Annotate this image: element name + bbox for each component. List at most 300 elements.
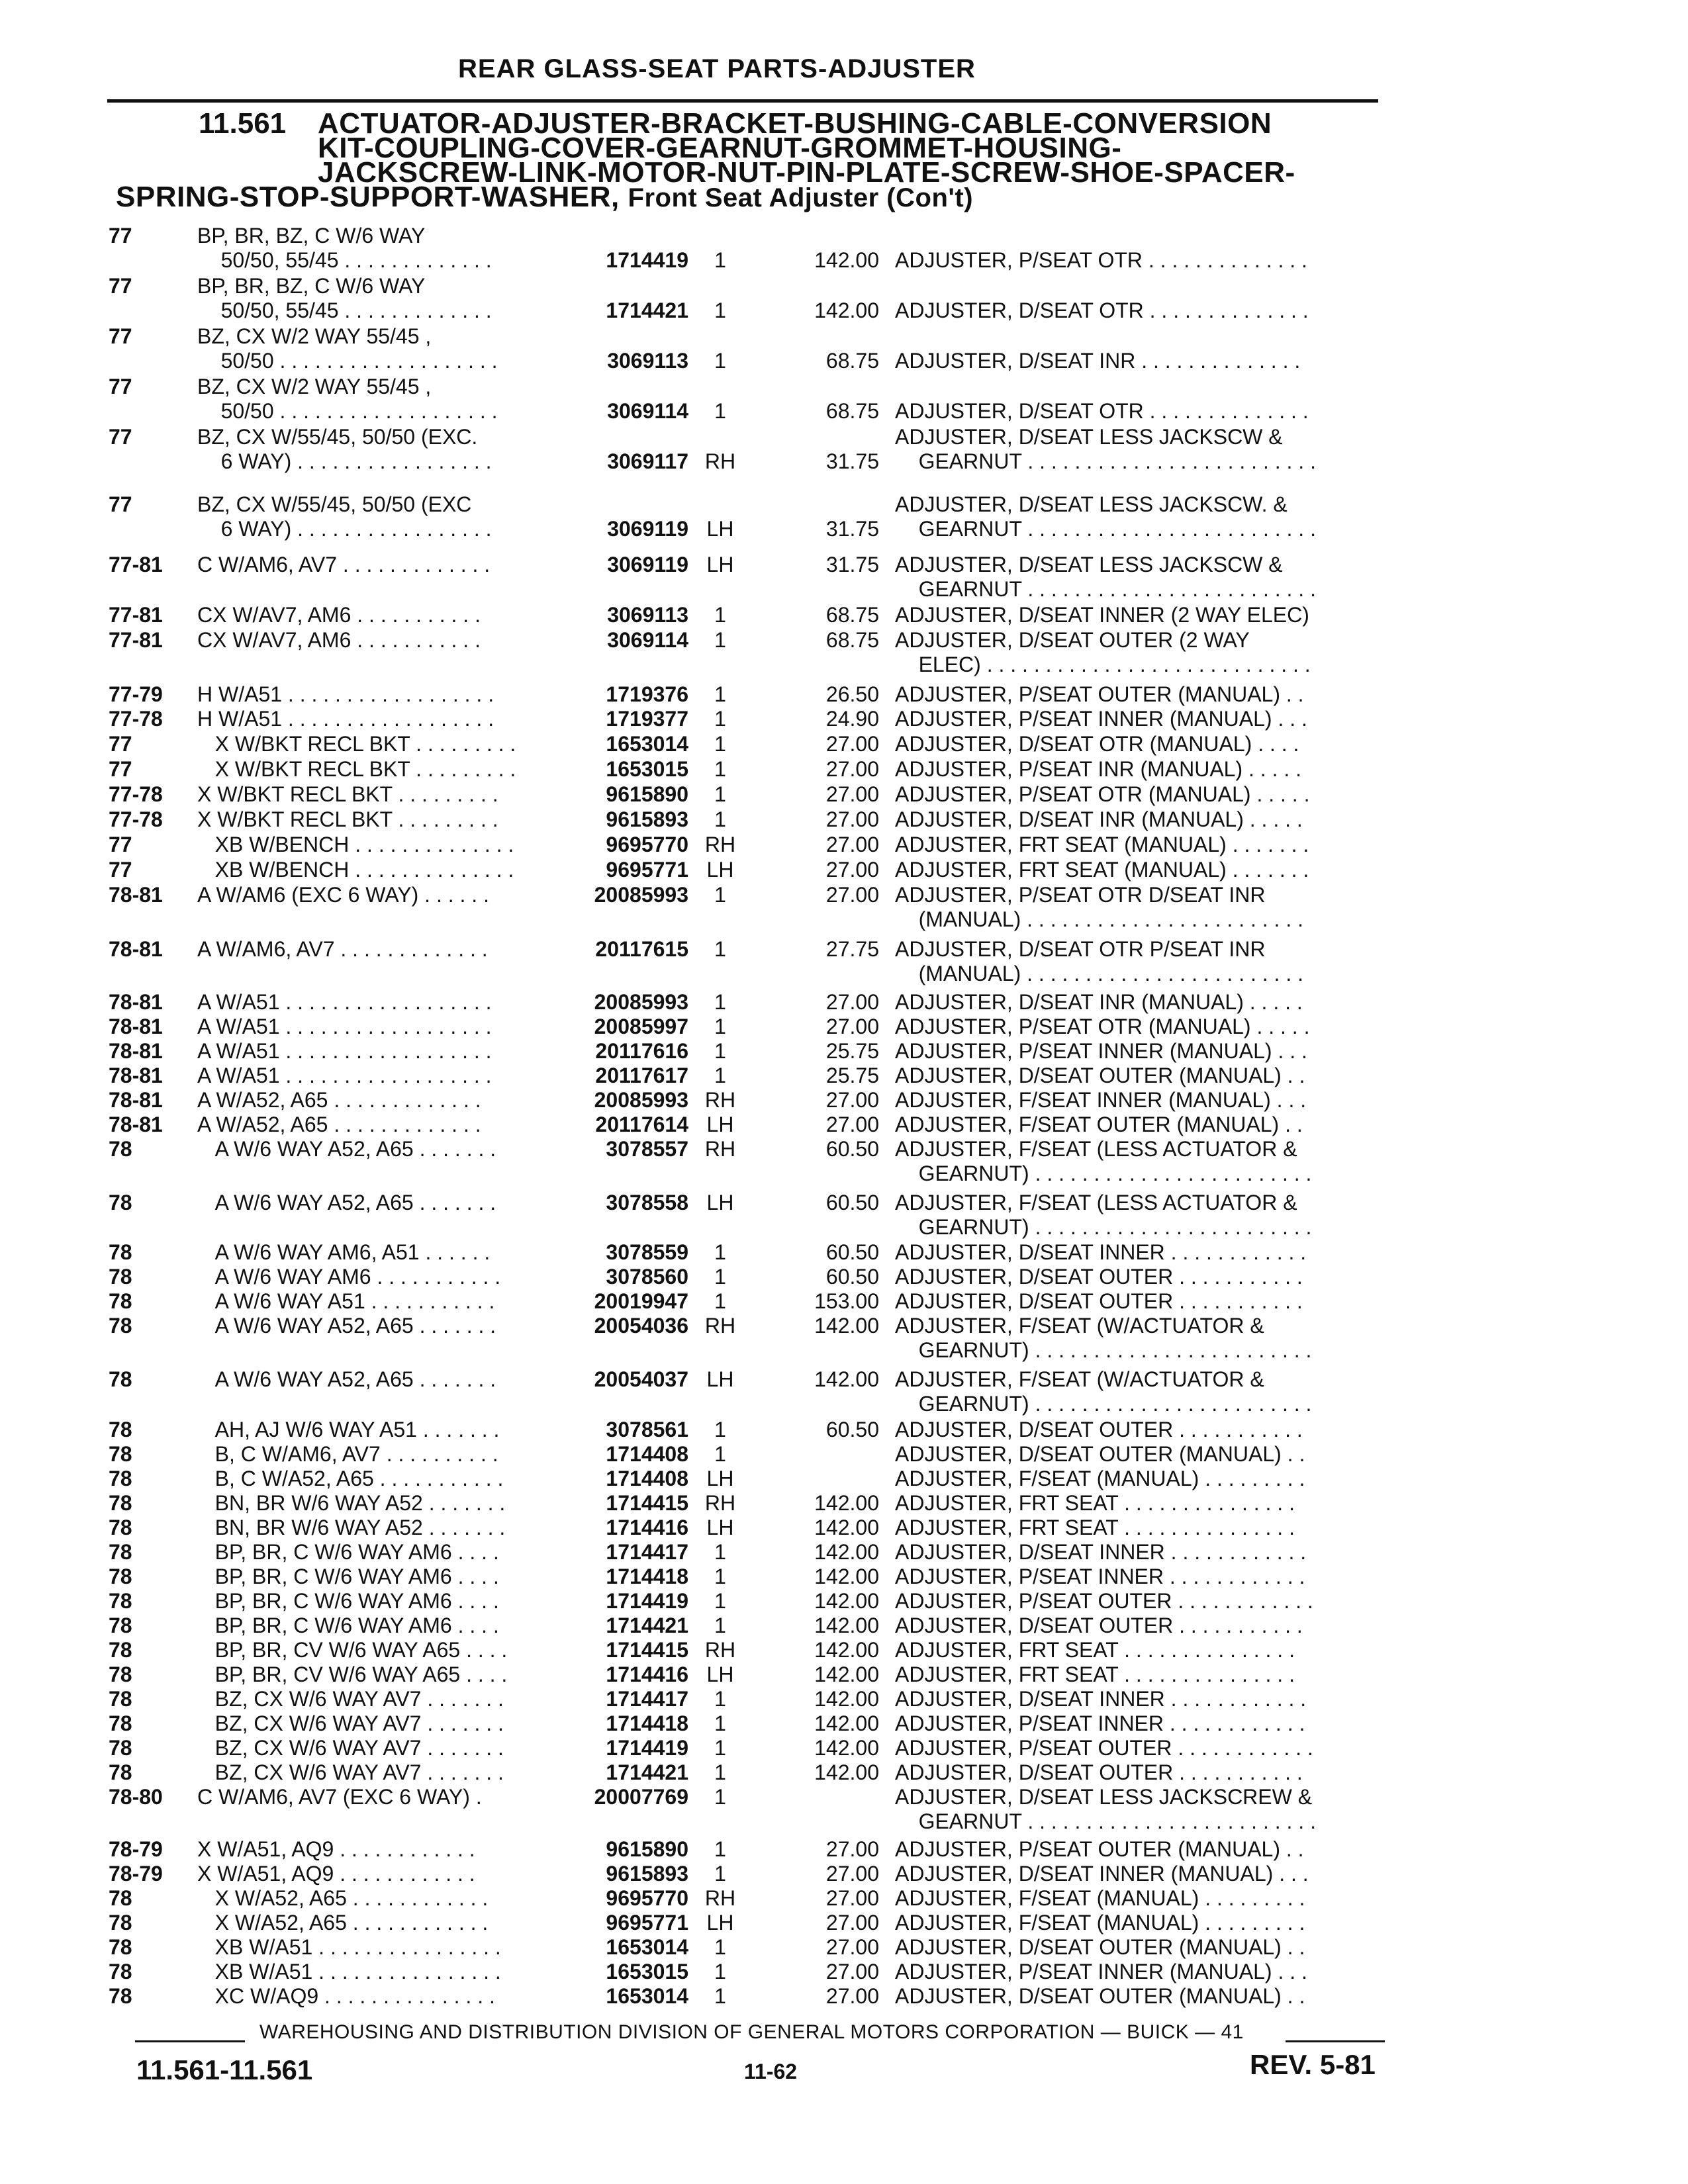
- row-quantity: 1: [714, 1760, 726, 1784]
- row-price: 31.75: [825, 553, 879, 576]
- row-part-number: 9695770: [606, 833, 688, 856]
- row-model: BN, BR W/6 WAY A52 . . . . . . .: [197, 1516, 506, 1539]
- row-year: 78: [109, 1540, 132, 1564]
- row-quantity: 1: [714, 1736, 726, 1760]
- row-model: A W/A51 . . . . . . . . . . . . . . . . . .: [197, 1064, 492, 1087]
- row-model: A W/6 WAY AM6 . . . . . . . . . . .: [197, 1265, 501, 1289]
- row-description: ADJUSTER, F/SEAT INNER (MANUAL) . . .: [895, 1088, 1307, 1112]
- row-model: XC W/AQ9 . . . . . . . . . . . . . . .: [197, 1984, 495, 2008]
- row-description: ADJUSTER, D/SEAT OUTER (MANUAL) . .: [895, 1984, 1305, 2008]
- row-quantity: 1: [714, 1442, 726, 1466]
- row-model: A W/6 WAY A51 . . . . . . . . . . .: [197, 1289, 495, 1313]
- section-subtitle: Front Seat Adjuster (Con't): [628, 183, 974, 212]
- row-year: 78-81: [109, 1113, 163, 1136]
- row-part-number: 3069113: [607, 603, 688, 627]
- row-part-number: 1719376: [606, 682, 688, 706]
- row-model: H W/A51 . . . . . . . . . . . . . . . . . .: [197, 707, 494, 731]
- row-price: 27.00: [825, 883, 879, 907]
- row-quantity: 1: [714, 349, 726, 373]
- row-description: ADJUSTER, P/SEAT OUTER (MANUAL) . .: [895, 682, 1304, 706]
- row-description: ADJUSTER, F/SEAT (W/ACTUATOR & GEARNUT) . . . . . . . . . . . . . . . . . . . . . . . .: [895, 1367, 1312, 1416]
- row-price: 24.90: [825, 707, 879, 731]
- row-description: ADJUSTER, F/SEAT (MANUAL) . . . . . . . . .: [895, 1467, 1305, 1490]
- row-price: 60.50: [825, 1418, 879, 1441]
- row-price: 142.00: [814, 1662, 879, 1686]
- row-part-number: 1719377: [606, 707, 688, 731]
- row-year: 78: [109, 1565, 132, 1588]
- row-description: ADJUSTER, D/SEAT INNER (MANUAL) . . .: [895, 1862, 1309, 1886]
- row-quantity: RH: [704, 1638, 736, 1662]
- row-part-number: 20117615: [595, 937, 688, 961]
- row-quantity: 1: [714, 603, 726, 627]
- row-model: BZ, CX W/55/45, 50/50 (EXC 6 WAY) . . . . . . . . . . . . . . . . .: [197, 492, 492, 541]
- row-part-number: 1714415: [606, 1491, 688, 1515]
- row-description: ADJUSTER, F/SEAT (MANUAL) . . . . . . . . .: [895, 1886, 1305, 1910]
- row-year: 78: [109, 1614, 132, 1637]
- row-price: 60.50: [825, 1265, 879, 1289]
- row-part-number: 1714419: [606, 248, 688, 272]
- row-quantity: RH: [704, 449, 736, 473]
- row-model: XB W/A51 . . . . . . . . . . . . . . . .: [197, 1960, 501, 1983]
- row-part-number: 1714416: [606, 1516, 688, 1539]
- row-description: ADJUSTER, D/SEAT INNER . . . . . . . . . . . .: [895, 1540, 1307, 1564]
- row-quantity: 1: [714, 883, 726, 907]
- row-quantity: 1: [714, 1984, 726, 2008]
- row-price: 142.00: [814, 1638, 879, 1662]
- row-description: ADJUSTER, FRT SEAT . . . . . . . . . . . . . . .: [895, 1516, 1295, 1539]
- row-description: ADJUSTER, P/SEAT INNER . . . . . . . . . . . .: [895, 1565, 1305, 1588]
- row-year: 78-81: [109, 883, 163, 907]
- row-part-number: 20085993: [594, 883, 688, 907]
- row-description: ADJUSTER, D/SEAT LESS JACKSCW & GEARNUT . . . . . . . . . . . . . . . . . . . . . . . . .: [895, 425, 1316, 473]
- row-model: X W/A52, A65 . . . . . . . . . . . .: [197, 1886, 489, 1910]
- row-year: 77: [109, 274, 132, 298]
- row-part-number: 3069114: [607, 399, 688, 423]
- row-part-number: 1653014: [606, 1935, 688, 1959]
- row-price: 27.75: [825, 937, 879, 961]
- row-model: X W/A52, A65 . . . . . . . . . . . .: [197, 1911, 489, 1934]
- row-description: ADJUSTER, D/SEAT INR . . . . . . . . . . . . . .: [895, 349, 1301, 373]
- section-title-line-4-text: SPRING-STOP-SUPPORT-WASHER,: [116, 181, 620, 213]
- row-quantity: 1: [714, 1265, 726, 1289]
- row-price: 142.00: [814, 1314, 879, 1338]
- row-price: 27.00: [825, 858, 879, 882]
- footer-right-rule: [1286, 2040, 1385, 2042]
- row-year: 77-81: [109, 553, 163, 576]
- row-price: 142.00: [814, 1565, 879, 1588]
- row-description: ADJUSTER, D/SEAT INNER . . . . . . . . . . . .: [895, 1240, 1307, 1264]
- row-price: 68.75: [825, 628, 879, 652]
- row-part-number: 9615890: [606, 1837, 688, 1861]
- row-model: BZ, CX W/6 WAY AV7 . . . . . . .: [197, 1687, 504, 1711]
- row-description: ADJUSTER, F/SEAT (LESS ACTUATOR & GEARNUT) . . . . . . . . . . . . . . . . . . . . . . . .: [895, 1137, 1312, 1185]
- row-year: 78: [109, 1960, 132, 1983]
- row-model: BN, BR W/6 WAY A52 . . . . . . .: [197, 1491, 506, 1515]
- row-price: 31.75: [825, 449, 879, 473]
- row-year: 78: [109, 1638, 132, 1662]
- row-price: 142.00: [814, 1760, 879, 1784]
- row-quantity: LH: [706, 553, 734, 576]
- row-year: 78: [109, 1711, 132, 1735]
- row-model: X W/BKT RECL BKT . . . . . . . . .: [197, 732, 516, 756]
- row-part-number: 1714421: [606, 298, 688, 322]
- row-model: BP, BR, C W/6 WAY AM6 . . . .: [197, 1540, 499, 1564]
- row-price: 27.00: [825, 1911, 879, 1934]
- row-price: 27.00: [825, 1960, 879, 1983]
- row-price: 27.00: [825, 1837, 879, 1861]
- row-quantity: 1: [714, 399, 726, 423]
- row-model: A W/A51 . . . . . . . . . . . . . . . . . .: [197, 1015, 492, 1038]
- row-price: 60.50: [825, 1191, 879, 1214]
- row-quantity: 1: [714, 782, 726, 806]
- row-year: 77: [109, 425, 132, 449]
- row-price: 68.75: [825, 399, 879, 423]
- row-model: C W/AM6, AV7 (EXC 6 WAY) .: [197, 1785, 482, 1809]
- row-price: 142.00: [814, 1367, 879, 1391]
- row-year: 77: [109, 224, 132, 248]
- row-year: 78: [109, 1935, 132, 1959]
- row-year: 77: [109, 375, 132, 398]
- row-quantity: LH: [706, 517, 734, 541]
- row-model: BZ, CX W/6 WAY AV7 . . . . . . .: [197, 1736, 504, 1760]
- section-title-line-2: KIT-COUPLING-COVER-GEARNUT-GROMMET-HOUSING-: [318, 132, 1122, 164]
- row-quantity: 1: [714, 1015, 726, 1038]
- row-quantity: LH: [706, 1662, 734, 1686]
- row-year: 78: [109, 1314, 132, 1338]
- row-description: ADJUSTER, F/SEAT (LESS ACTUATOR & GEARNUT) . . . . . . . . . . . . . . . . . . . . . . . .: [895, 1191, 1312, 1239]
- row-part-number: 1653014: [606, 732, 688, 756]
- row-year: 78: [109, 1289, 132, 1313]
- row-year: 78-81: [109, 1039, 163, 1063]
- row-model: BZ, CX W/55/45, 50/50 (EXC. 6 WAY) . . . . . . . . . . . . . . . . .: [197, 425, 492, 473]
- row-model: BP, BR, CV W/6 WAY A65 . . . .: [197, 1662, 508, 1686]
- row-quantity: 1: [714, 732, 726, 756]
- row-quantity: LH: [706, 1467, 734, 1490]
- row-quantity: 1: [714, 1289, 726, 1313]
- row-quantity: 1: [714, 1837, 726, 1861]
- row-model: A W/6 WAY A52, A65 . . . . . . .: [197, 1191, 496, 1214]
- row-model: CX W/AV7, AM6 . . . . . . . . . . .: [197, 628, 481, 652]
- row-model: A W/6 WAY A52, A65 . . . . . . .: [197, 1367, 496, 1391]
- row-year: 78: [109, 1265, 132, 1289]
- row-year: 77: [109, 492, 132, 516]
- page-title: REAR GLASS-SEAT PARTS-ADJUSTER: [458, 54, 976, 83]
- row-quantity: 1: [714, 248, 726, 272]
- row-price: 27.00: [825, 807, 879, 831]
- row-price: 153.00: [814, 1289, 879, 1313]
- row-quantity: 1: [714, 937, 726, 961]
- row-description: ADJUSTER, D/SEAT INNER . . . . . . . . . . . .: [895, 1687, 1307, 1711]
- row-quantity: 1: [714, 1785, 726, 1809]
- footer-revision: REV. 5-81: [1250, 2049, 1376, 2080]
- row-quantity: 1: [714, 1960, 726, 1983]
- row-description: ADJUSTER, D/SEAT OTR P/SEAT INR (MANUAL) . . . . . . . . . . . . . . . . . . . . . . . .: [895, 937, 1303, 985]
- row-part-number: 3069117: [607, 449, 688, 473]
- row-part-number: 3078557: [606, 1137, 688, 1161]
- row-model: A W/AM6, AV7 . . . . . . . . . . . . .: [197, 937, 488, 961]
- row-description: ADJUSTER, P/SEAT OTR . . . . . . . . . . . . . .: [895, 248, 1307, 272]
- row-quantity: 1: [714, 1540, 726, 1564]
- row-price: 68.75: [825, 603, 879, 627]
- row-model: X W/A51, AQ9 . . . . . . . . . . . .: [197, 1862, 475, 1886]
- row-description: ADJUSTER, P/SEAT OUTER (MANUAL) . .: [895, 1837, 1304, 1861]
- row-price: 27.00: [825, 1886, 879, 1910]
- row-description: ADJUSTER, D/SEAT OUTER . . . . . . . . . . .: [895, 1614, 1303, 1637]
- row-quantity: 1: [714, 1565, 726, 1588]
- row-year: 77-81: [109, 603, 163, 627]
- row-year: 77: [109, 833, 132, 856]
- row-model: BZ, CX W/6 WAY AV7 . . . . . . .: [197, 1711, 504, 1735]
- row-part-number: 1653015: [606, 1960, 688, 1983]
- row-part-number: 1714419: [606, 1589, 688, 1613]
- row-quantity: LH: [706, 1367, 734, 1391]
- row-description: ADJUSTER, D/SEAT LESS JACKSCW. & GEARNUT . . . . . . . . . . . . . . . . . . . . . . . . .: [895, 492, 1316, 541]
- row-model: BP, BR, C W/6 WAY AM6 . . . .: [197, 1565, 499, 1588]
- row-quantity: RH: [704, 1137, 736, 1161]
- row-description: ADJUSTER, D/SEAT OUTER . . . . . . . . . . .: [895, 1418, 1303, 1441]
- row-description: ADJUSTER, D/SEAT OTR . . . . . . . . . . . . . .: [895, 399, 1309, 423]
- row-part-number: 3069119: [607, 517, 688, 541]
- row-price: 27.00: [825, 757, 879, 781]
- row-model: B, C W/AM6, AV7 . . . . . . . . . .: [197, 1442, 498, 1466]
- row-year: 77-78: [109, 707, 163, 731]
- section-title-line-3: JACKSCREW-LINK-MOTOR-NUT-PIN-PLATE-SCREW-SHOE-SPACER-: [318, 156, 1295, 189]
- row-model: BP, BR, CV W/6 WAY A65 . . . .: [197, 1638, 508, 1662]
- row-price: 27.00: [825, 990, 879, 1014]
- row-description: ADJUSTER, D/SEAT OUTER . . . . . . . . . . .: [895, 1289, 1303, 1313]
- row-part-number: 9695771: [606, 1911, 688, 1934]
- row-year: 78: [109, 1516, 132, 1539]
- row-part-number: 3078560: [606, 1265, 688, 1289]
- row-quantity: 1: [714, 1614, 726, 1637]
- row-part-number: 1714418: [606, 1565, 688, 1588]
- row-description: ADJUSTER, D/SEAT OUTER . . . . . . . . . . .: [895, 1265, 1303, 1289]
- row-price: 31.75: [825, 517, 879, 541]
- row-price: 60.50: [825, 1240, 879, 1264]
- row-year: 78: [109, 1984, 132, 2008]
- row-year: 78: [109, 1191, 132, 1214]
- row-part-number: 1714421: [606, 1760, 688, 1784]
- row-price: 27.00: [825, 1862, 879, 1886]
- row-price: 142.00: [814, 248, 879, 272]
- footer-left-rule: [135, 2040, 245, 2042]
- row-description: ADJUSTER, D/SEAT OUTER (MANUAL) . .: [895, 1935, 1305, 1959]
- row-model: A W/AM6 (EXC 6 WAY) . . . . . .: [197, 883, 489, 907]
- row-part-number: 20054037: [594, 1367, 688, 1391]
- row-year: 77: [109, 858, 132, 882]
- row-price: 27.00: [825, 1015, 879, 1038]
- row-quantity: RH: [704, 1886, 736, 1910]
- row-description: ADJUSTER, FRT SEAT (MANUAL) . . . . . . .: [895, 833, 1309, 856]
- row-description: ADJUSTER, F/SEAT (W/ACTUATOR & GEARNUT) . . . . . . . . . . . . . . . . . . . . . . . .: [895, 1314, 1312, 1362]
- row-year: 78: [109, 1240, 132, 1264]
- row-description: ADJUSTER, P/SEAT INNER (MANUAL) . . .: [895, 707, 1307, 731]
- row-quantity: 1: [714, 1418, 726, 1441]
- row-price: 142.00: [814, 298, 879, 322]
- row-quantity: 1: [714, 1064, 726, 1087]
- row-quantity: 1: [714, 628, 726, 652]
- row-model: X W/A51, AQ9 . . . . . . . . . . . .: [197, 1837, 475, 1861]
- row-description: ADJUSTER, D/SEAT INR (MANUAL) . . . . .: [895, 807, 1303, 831]
- row-year: 78: [109, 1137, 132, 1161]
- row-quantity: RH: [704, 1314, 736, 1338]
- row-model: X W/BKT RECL BKT . . . . . . . . .: [197, 757, 516, 781]
- row-price: 27.00: [825, 1088, 879, 1112]
- row-model: X W/BKT RECL BKT . . . . . . . . .: [197, 807, 498, 831]
- row-description: ADJUSTER, D/SEAT OUTER (2 WAY ELEC) . . . . . . . . . . . . . . . . . . . . . . . . . . . .: [895, 628, 1311, 676]
- row-year: 78: [109, 1662, 132, 1686]
- row-model: BZ, CX W/2 WAY 55/45 , 50/50 . . . . . . . . . . . . . . . . . . .: [197, 375, 498, 423]
- row-year: 77-78: [109, 807, 163, 831]
- row-part-number: 20007769: [594, 1785, 688, 1809]
- row-model: BP, BR, BZ, C W/6 WAY 50/50, 55/45 . . . . . . . . . . . . .: [197, 274, 492, 322]
- row-model: BZ, CX W/2 WAY 55/45 , 50/50 . . . . . . . . . . . . . . . . . . .: [197, 324, 498, 373]
- row-quantity: 1: [714, 1935, 726, 1959]
- row-part-number: 1714417: [606, 1540, 688, 1564]
- row-price: 142.00: [814, 1516, 879, 1539]
- row-year: 78: [109, 1911, 132, 1934]
- row-year: 78-81: [109, 937, 163, 961]
- row-quantity: RH: [704, 1088, 736, 1112]
- row-part-number: 20117617: [595, 1064, 688, 1087]
- row-part-number: 1714418: [606, 1711, 688, 1735]
- row-model: A W/6 WAY A52, A65 . . . . . . .: [197, 1314, 496, 1338]
- row-part-number: 20117614: [595, 1113, 688, 1136]
- row-part-number: 20019947: [594, 1289, 688, 1313]
- row-part-number: 9695770: [606, 1886, 688, 1910]
- row-price: 142.00: [814, 1711, 879, 1735]
- row-year: 78-79: [109, 1837, 163, 1861]
- row-model: BP, BR, C W/6 WAY AM6 . . . .: [197, 1589, 499, 1613]
- row-description: ADJUSTER, P/SEAT OTR (MANUAL) . . . . .: [895, 782, 1310, 806]
- row-description: ADJUSTER, FRT SEAT (MANUAL) . . . . . . .: [895, 858, 1309, 882]
- row-description: ADJUSTER, P/SEAT OUTER . . . . . . . . . . . .: [895, 1589, 1313, 1613]
- row-part-number: 20085993: [594, 1088, 688, 1112]
- row-quantity: LH: [706, 1516, 734, 1539]
- row-description: ADJUSTER, FRT SEAT . . . . . . . . . . . . . . .: [895, 1638, 1295, 1662]
- row-part-number: 3078559: [606, 1240, 688, 1264]
- row-model: H W/A51 . . . . . . . . . . . . . . . . . .: [197, 682, 494, 706]
- row-year: 78: [109, 1491, 132, 1515]
- row-year: 78: [109, 1886, 132, 1910]
- row-year: 78: [109, 1442, 132, 1466]
- row-price: 27.00: [825, 1984, 879, 2008]
- row-description: ADJUSTER, D/SEAT LESS JACKSCW & GEARNUT . . . . . . . . . . . . . . . . . . . . . . . . .: [895, 553, 1316, 601]
- row-model: AH, AJ W/6 WAY A51 . . . . . . .: [197, 1418, 500, 1441]
- row-description: ADJUSTER, P/SEAT INNER . . . . . . . . . . . .: [895, 1711, 1305, 1735]
- row-price: 27.00: [825, 833, 879, 856]
- row-quantity: 1: [714, 990, 726, 1014]
- footer-section-range: 11.561-11.561: [136, 2054, 313, 2085]
- row-year: 77-79: [109, 682, 163, 706]
- row-quantity: LH: [706, 1113, 734, 1136]
- row-description: ADJUSTER, D/SEAT OTR (MANUAL) . . . .: [895, 732, 1299, 756]
- footer-caption: WAREHOUSING AND DISTRIBUTION DIVISION OF GENERAL MOTORS CORPORATION — BUICK — 41: [259, 2021, 1244, 2043]
- row-price: 27.00: [825, 1113, 879, 1136]
- row-price: 60.50: [825, 1137, 879, 1161]
- row-part-number: 3069114: [607, 628, 688, 652]
- row-price: 142.00: [814, 1736, 879, 1760]
- row-model: A W/A51 . . . . . . . . . . . . . . . . . .: [197, 1039, 492, 1063]
- row-year: 78-80: [109, 1785, 163, 1809]
- row-year: 78: [109, 1467, 132, 1490]
- row-model: XB W/BENCH . . . . . . . . . . . . . .: [197, 858, 514, 882]
- row-quantity: LH: [706, 1191, 734, 1214]
- row-model: A W/A52, A65 . . . . . . . . . . . . .: [197, 1088, 481, 1112]
- row-description: ADJUSTER, D/SEAT OUTER (MANUAL) . .: [895, 1442, 1305, 1466]
- row-year: 78-81: [109, 990, 163, 1014]
- row-year: 77-78: [109, 782, 163, 806]
- row-model: BP, BR, C W/6 WAY AM6 . . . .: [197, 1614, 499, 1637]
- row-description: ADJUSTER, F/SEAT OUTER (MANUAL) . .: [895, 1113, 1303, 1136]
- row-price: 142.00: [814, 1614, 879, 1637]
- row-part-number: 1714408: [606, 1442, 688, 1466]
- row-price: 25.75: [825, 1064, 879, 1087]
- row-price: 27.00: [825, 732, 879, 756]
- row-quantity: 1: [714, 682, 726, 706]
- row-description: ADJUSTER, FRT SEAT . . . . . . . . . . . . . . .: [895, 1662, 1295, 1686]
- row-year: 77: [109, 324, 132, 348]
- row-model: A W/A51 . . . . . . . . . . . . . . . . . .: [197, 990, 492, 1014]
- row-model: B, C W/A52, A65 . . . . . . . . . . .: [197, 1467, 504, 1490]
- footer-page-number: 11-62: [744, 2060, 798, 2083]
- row-part-number: 1714415: [606, 1638, 688, 1662]
- row-year: 77: [109, 757, 132, 781]
- row-model: X W/BKT RECL BKT . . . . . . . . .: [197, 782, 498, 806]
- row-year: 78: [109, 1367, 132, 1391]
- row-model: XB W/BENCH . . . . . . . . . . . . . .: [197, 833, 514, 856]
- row-part-number: 1714419: [606, 1736, 688, 1760]
- row-price: 25.75: [825, 1039, 879, 1063]
- row-description: ADJUSTER, P/SEAT OTR D/SEAT INR (MANUAL) . . . . . . . . . . . . . . . . . . . . . . . .: [895, 883, 1303, 931]
- row-quantity: RH: [704, 1491, 736, 1515]
- row-description: ADJUSTER, FRT SEAT . . . . . . . . . . . . . . .: [895, 1491, 1295, 1515]
- row-part-number: 1714417: [606, 1687, 688, 1711]
- row-part-number: 1714408: [606, 1467, 688, 1490]
- row-quantity: 1: [714, 1589, 726, 1613]
- row-part-number: 9615890: [606, 782, 688, 806]
- row-description: ADJUSTER, D/SEAT LESS JACKSCREW & GEARNUT . . . . . . . . . . . . . . . . . . . . . . . . .: [895, 1785, 1316, 1833]
- row-quantity: 1: [714, 1240, 726, 1264]
- row-description: ADJUSTER, D/SEAT OUTER (MANUAL) . .: [895, 1064, 1305, 1087]
- row-year: 78: [109, 1736, 132, 1760]
- row-price: 142.00: [814, 1540, 879, 1564]
- row-year: 77-81: [109, 628, 163, 652]
- row-price: 68.75: [825, 349, 879, 373]
- row-quantity: 1: [714, 757, 726, 781]
- row-price: 26.50: [825, 682, 879, 706]
- row-part-number: 3069119: [607, 553, 688, 576]
- row-year: 78: [109, 1760, 132, 1784]
- row-quantity: RH: [704, 833, 736, 856]
- row-price: 142.00: [814, 1589, 879, 1613]
- row-description: ADJUSTER, F/SEAT (MANUAL) . . . . . . . . .: [895, 1911, 1305, 1934]
- row-quantity: 1: [714, 707, 726, 731]
- row-year: 78-81: [109, 1015, 163, 1038]
- section-number: 11.561: [199, 107, 287, 140]
- row-part-number: 1653015: [606, 757, 688, 781]
- row-year: 78: [109, 1687, 132, 1711]
- row-description: ADJUSTER, P/SEAT INNER (MANUAL) . . .: [895, 1039, 1307, 1063]
- row-price: 142.00: [814, 1687, 879, 1711]
- row-description: ADJUSTER, P/SEAT INR (MANUAL) . . . . .: [895, 757, 1302, 781]
- row-model: C W/AM6, AV7 . . . . . . . . . . . . .: [197, 553, 491, 576]
- row-model: CX W/AV7, AM6 . . . . . . . . . . .: [197, 603, 481, 627]
- row-year: 78-81: [109, 1064, 163, 1087]
- row-part-number: 1653014: [606, 1984, 688, 2008]
- row-part-number: 9695771: [606, 858, 688, 882]
- row-model: BZ, CX W/6 WAY AV7 . . . . . . .: [197, 1760, 504, 1784]
